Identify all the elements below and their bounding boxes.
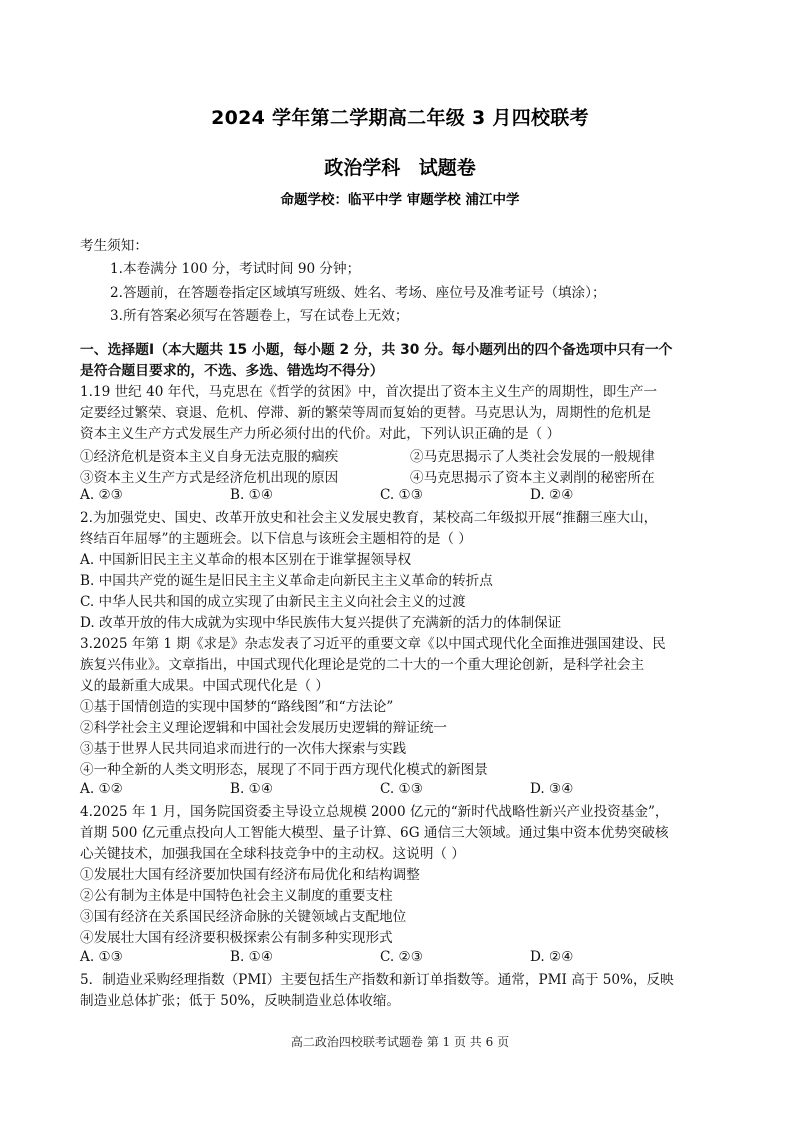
question-5-stem: 5．制造业采购经理指数（PMI）主要包括生产指数和新订单指数等。通常，PMI 高于 50%，反映 bbox=[80, 972, 674, 988]
question-1-option[interactable]: D. ②④ bbox=[530, 487, 574, 503]
question-2-stem: 终结百年屈辱”的主题班会。以下信息与该班会主题相符的是（ ） bbox=[80, 531, 472, 547]
question-2-option[interactable]: C. 中华人民共和国的成立实现了由新民主主义向社会主义的过渡 bbox=[80, 594, 466, 610]
question-5-stem: 制造业总体扩张；低于 50%，反映制造业总体收缩。 bbox=[80, 993, 401, 1009]
question-3-stem: 义的最新重大成果。中国式现代化是（ ） bbox=[80, 678, 330, 694]
question-4-option[interactable]: B. ①④ bbox=[230, 949, 274, 965]
question-1-option[interactable]: A. ②③ bbox=[80, 487, 123, 503]
question-1-statement: ③资本主义生产方式是经济危机出现的原因 bbox=[80, 470, 339, 486]
question-4-stem: 心关键技术，加强我国在全球科技竞争中的主动权。这说明（ ） bbox=[80, 846, 465, 862]
question-4-statement: ③国有经济在关系国民经济命脉的关键领域占支配地位 bbox=[80, 909, 407, 925]
notice-item: 2.答题前，在答题卷指定区域填写班级、姓名、考场、座位号及准考证号（填涂）； bbox=[110, 285, 606, 301]
question-1-statement: ①经济危机是资本主义自身无法克服的痼疾 bbox=[80, 449, 339, 465]
section-heading: 是符合题目要求的，不选、多选、错选均不得分） bbox=[80, 363, 384, 379]
question-3-statement: ④一种全新的人类文明形态，展现了不同于西方现代化模式的新图景 bbox=[80, 762, 488, 778]
question-4-stem: 4.2025 年 1 月，国务院国资委主导设立总规模 2000 亿元的“新时代战略性新兴产业投资基金”， bbox=[80, 804, 669, 820]
question-3-option[interactable]: B. ①④ bbox=[230, 781, 274, 797]
question-3-stem: 族复兴伟业》。文章指出，中国式现代化理论是党的二十大的一个重大理论创新，是科学社会主 bbox=[80, 657, 645, 673]
question-4-stem: 首期 500 亿元重点投向人工智能大模型、量子计算、6G 通信三大领域。通过集中资本优势突破核 bbox=[80, 825, 669, 841]
page-footer: 高二政治四校联考试题卷 第 1 页 共 6 页 bbox=[290, 1035, 510, 1049]
notice-item: 3.所有答案必须写在答题卷上，写在试卷上无效； bbox=[110, 308, 409, 324]
section-heading: 一、选择题Ⅰ（本大题共 15 小题，每小题 2 分，共 30 分。每小题列出的四个备选项中只有一个 bbox=[80, 342, 673, 358]
question-4-statement: ①发展壮大国有经济要加快国有经济布局优化和结构调整 bbox=[80, 867, 420, 883]
question-1-statement: ②马克思揭示了人类社会发展的一般规律 bbox=[410, 449, 655, 465]
question-3-statement: ①基于国情创造的实现中国梦的“路线图”和“方法论” bbox=[80, 699, 394, 715]
question-2-option[interactable]: D. 改革开放的伟大成就为实现中华民族伟大复兴提供了充满新的活力的体制保证 bbox=[80, 615, 562, 631]
question-4-option[interactable]: D. ②④ bbox=[530, 949, 574, 965]
question-3-option[interactable]: C. ①③ bbox=[380, 781, 423, 797]
question-1-statement: ④马克思揭示了资本主义剥削的秘密所在 bbox=[410, 470, 655, 486]
notice-item: 1.本卷满分 100 分，考试时间 90 分钟； bbox=[110, 261, 361, 277]
question-1-option[interactable]: C. ①③ bbox=[380, 487, 423, 503]
question-1-stem: 1.19 世纪 40 年代，马克思在《哲学的贫困》中，首次提出了资本主义生产的周期性，即生产一 bbox=[80, 384, 658, 400]
question-1-stem: 资本主义生产方式发展生产力所必须付出的代价。对此，下列认识正确的是（ ） bbox=[80, 426, 561, 442]
question-2-option[interactable]: B. 中国共产党的诞生是旧民主主义革命走向新民主主义革命的转折点 bbox=[80, 573, 493, 589]
question-3-stem: 3.2025 年第 1 期《求是》杂志发表了习近平的重要文章《以中国式现代化全面推进强国建设、民 bbox=[80, 636, 666, 652]
question-2-stem: 2.为加强党史、国史、改革开放史和社会主义发展史教育，某校高二年级拟开展“推翻三座大山， bbox=[80, 510, 658, 526]
notice-heading: 考生须知： bbox=[80, 238, 148, 254]
exam-title: 2024 学年第二学期高二年级 3 月四校联考 bbox=[211, 107, 589, 129]
question-2-option[interactable]: A. 中国新旧民主主义革命的根本区别在于谁掌握领导权 bbox=[80, 552, 412, 568]
question-3-statement: ③基于世界人民共同追求而进行的一次伟大探索与实践 bbox=[80, 741, 407, 757]
question-3-statement: ②科学社会主义理论逻辑和中国社会发展历史逻辑的辩证统一 bbox=[80, 720, 448, 736]
question-3-option[interactable]: A. ①② bbox=[80, 781, 123, 797]
question-4-option[interactable]: C. ②③ bbox=[380, 949, 423, 965]
question-4-option[interactable]: A. ①③ bbox=[80, 949, 123, 965]
question-4-statement: ②公有制为主体是中国特色社会主义制度的重要支柱 bbox=[80, 888, 393, 904]
question-1-stem: 定要经过繁荣、衰退、危机、停滞、新的繁荣等周而复始的更替。马克思认为，周期性的危机是 bbox=[80, 405, 651, 421]
exam-subtitle: 政治学科 试题卷 bbox=[324, 157, 476, 179]
exam-schools: 命题学校：临平中学 审题学校 浦江中学 bbox=[280, 192, 520, 208]
question-4-statement: ④发展壮大国有经济要积极探索公有制多种实现形式 bbox=[80, 930, 393, 946]
question-3-option[interactable]: D. ③④ bbox=[530, 781, 574, 797]
question-1-option[interactable]: B. ①④ bbox=[230, 487, 274, 503]
